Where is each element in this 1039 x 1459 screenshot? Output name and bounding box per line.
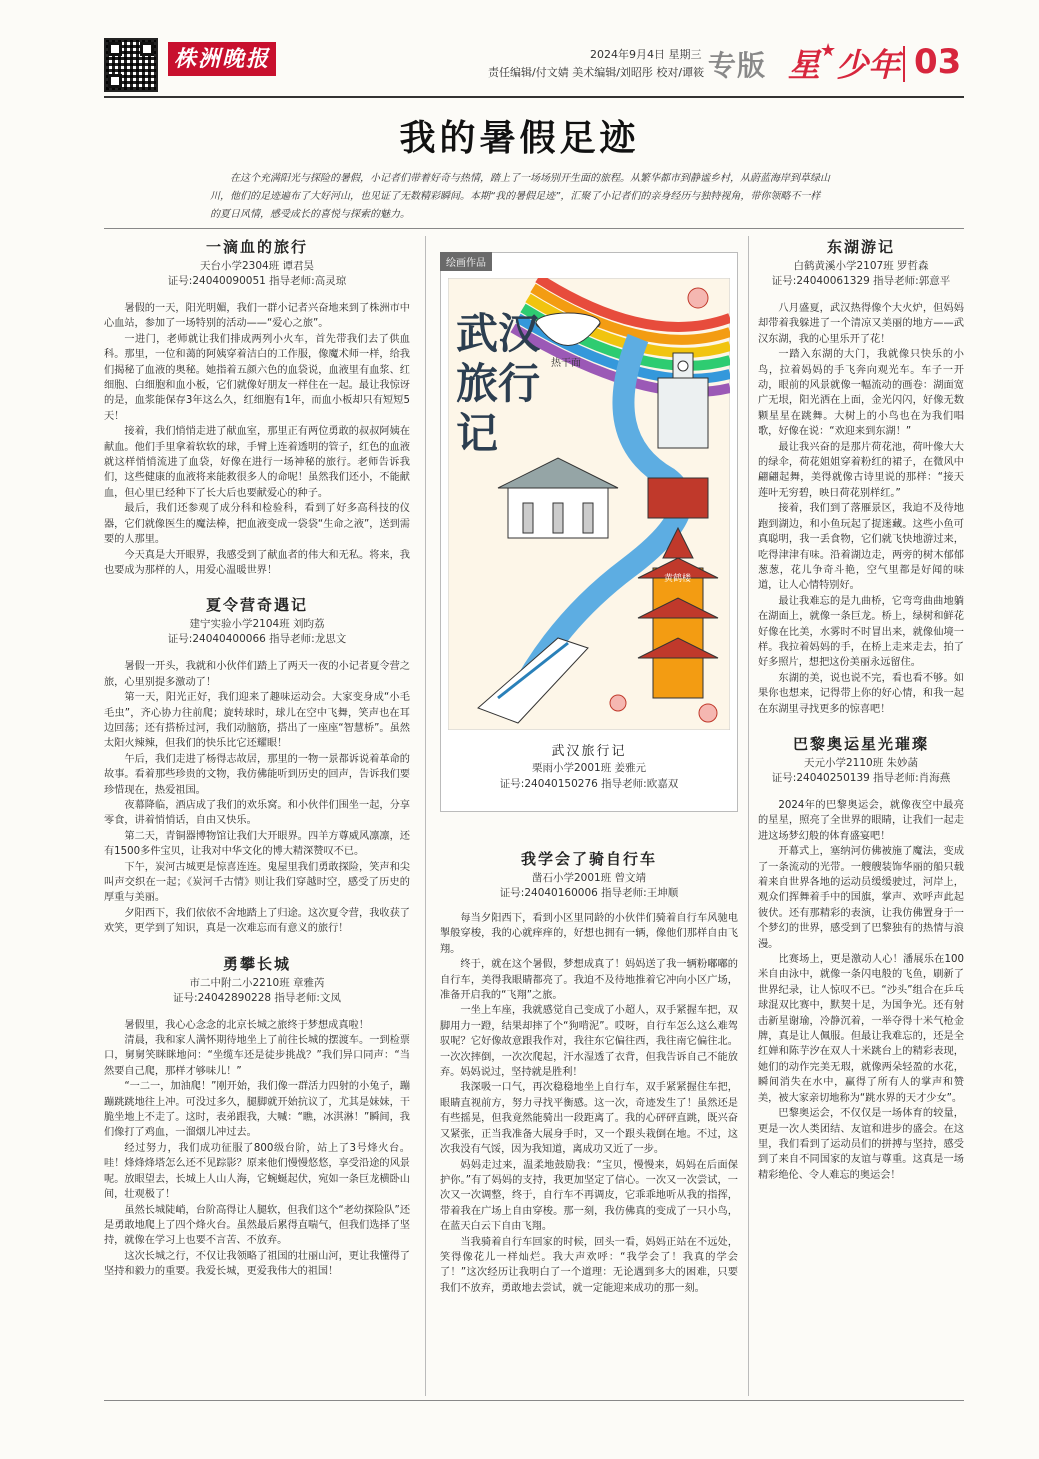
article-summer-camp	[104, 594, 410, 936]
paragraph: 八月盛夏，武汉热得像个大火炉，但妈妈却带着我躲进了一个清凉又美丽的地方——武汉东湖，我的心里乐开了花！	[758, 303, 964, 345]
article-title: 巴黎奥运星光璀璨	[792, 734, 929, 753]
footer-rule	[104, 1400, 964, 1401]
paragraph: 第一天，阳光正好，我们迎来了趣味运动会。大家变身成“小毛毛虫”，齐心协力往前爬；旋转球时，球儿在空中飞舞，笑声也在耳边回荡；还有搭桥过河，我们动脑筋，搭出了一座座“智慧桥”。虽然太阳火辣辣，但我们的快乐比它还耀眼！	[104, 692, 410, 750]
paragraph: 夕阳西下，我们依依不舍地踏上了归途。这次夏令营，我收获了欢笑，更学到了知识，真是一次难忘而有意义的旅行！	[104, 907, 410, 935]
left-column	[104, 236, 410, 1296]
paragraph: 比赛场上，更是激动人心！潘展乐在100米自由泳中，就像一条闪电般的飞鱼，刷新了世界纪录，让人惊叹不已。“沙头”组合在乒乓球混双比赛中，默契十足，为国争光。还有射击新星谢瑜，冷静沉着，一举夺得十米气枪金牌，真是让人佩服。但最让我难忘的，还是全红婵和陈芋汐在双人十米跳台上的精彩表现，她们的动作完美无瑕，就像两朵轻盈的水花，瞬间消失在水中，赢得了所有人的掌声和赞美，被大家亲切地称为“跳水界的天才少女”。	[758, 954, 964, 1104]
article-cert: 证号:24040061329 指导老师:郭意平	[771, 275, 951, 287]
paragraph: 开幕式上，塞纳河仿佛被施了魔法，变成了一条流动的光带。一艘艘装饰华丽的船只载着来自世界各地的运动员缓缓驶过，河岸上，观众们挥舞着手中的国旗，掌声、欢呼声此起彼伏。还有那精彩的表演，让我仿佛置身于一个梦幻的世界，感受到了巴黎独有的热情与浪漫。	[758, 846, 964, 950]
paragraph: 妈妈走过来，温柔地鼓励我：“宝贝，慢慢来，妈妈在后面保护你。”有了妈妈的支持，我更加坚定了信心。一次又一次尝试，一次又一次调整，终于，自行车不再调皮，它乖乖地听从我的指挥，带着我在广场上自由穿梭。那一刻，我仿佛真的变成了一只小鸟，在蓝天白云下自由飞翔。	[440, 1159, 738, 1233]
customs-building	[658, 378, 708, 448]
article-body	[758, 798, 964, 1183]
paragraph: 当我骑着自行车回家的时候，回头一看，妈妈正站在不远处，笑得像花儿一样灿烂。我大声欢呼：“我学会了！我真的学会了！”这次经历让我明白了一个道理：无论遇到多大的困难，只要我们不放弃，勇敢地去尝试，就一定能迎来成功的那一刻。	[440, 1236, 738, 1294]
wuhan-drawing	[448, 278, 730, 730]
paragraph: 午后，我们走进了杨得志故居，那里的一物一景都诉说着革命的故事。看着那些珍贵的文物，我仿佛能听到历史的回声，告诉我们要珍惜现在，热爱祖国。	[104, 753, 410, 796]
issue-date: 2024年9月4日 星期三	[590, 48, 702, 61]
article-school: 建宁实验小学2104班 刘昀荔	[189, 618, 325, 631]
brand-star: 星	[788, 46, 821, 84]
drawing-caption-title: 武汉旅行记	[551, 744, 627, 759]
right-column	[758, 236, 964, 1199]
column-divider	[425, 236, 426, 1396]
museum-column	[523, 503, 533, 533]
article-body	[440, 911, 738, 1296]
paragraph: 下午，炭河古城更是惊喜连连。鬼屋里我们勇敢探险，笑声和尖叫声交织在一起；《炭河千古情》则让我们穿越时空，感受了历史的厚重与美丽。	[104, 861, 410, 904]
paragraph: “一二一，加油爬！”刚开始，我们像一群活力四射的小兔子，蹦蹦跳跳地往上冲。可没过多久，腿脚就开始抗议了，尤其是妹妹，干脆坐地上不走了。这时，表弟跟我，大喊：“瞧，冰淇淋！”瞬间，我们像打了鸡血，一溜烟儿冲过去。	[104, 1081, 411, 1139]
drawing-title-2: 旅行	[456, 359, 541, 408]
qr-code	[104, 38, 158, 92]
crane-tower-label: 黄鹤楼	[664, 574, 692, 584]
paragraph: 暑假的一天，阳光明媚，我们一群小记者兴奋地来到了株洲市中心血站，参加了一场特别的活动——“爱心之旅”。	[104, 303, 410, 330]
paragraph: 一踏入东湖的大门，我就像只快乐的小鸟，拉着妈妈的手飞奔向观光车。车子一开动，眼前的风景就像一幅流动的画卷：湖面宽广无垠，阳光洒在上面，金光闪闪，好像无数颗星星在跳舞。大树上的小鸟也在为我们唱歌，好像在说：“欢迎来到东湖！”	[758, 349, 964, 438]
article-great-wall	[104, 953, 410, 1280]
paragraph: 巴黎奥运会，不仅仅是一场体育的较量，更是一次人类团结、友谊和进步的盛会。在这里，我们看到了运动员们的拼搏与坚持，感受到了来自不同国家的友谊与尊重。这真是一场精彩绝伦、令人难忘的奥运会！	[758, 1108, 964, 1181]
article-cert: 证号:24040090051 指导老师:高灵琼	[167, 275, 347, 287]
article-body	[104, 659, 410, 936]
column-divider	[748, 236, 749, 1396]
paragraph: 虽然长城陡峭，台阶高得让人腿软，但我们这个“老幼探险队”还是勇敢地爬上了四个烽火台。虽然最后累得直喘气，但我们选择了坚持，就像在学习上也要不言苦、不放弃。	[104, 1204, 411, 1247]
paragraph: 暑假里，我心心念念的北京长城之旅终于梦想成真啦！	[124, 1019, 369, 1031]
museum-column	[553, 503, 563, 533]
article-bicycle	[440, 848, 738, 1296]
paragraph: 东湖的美，说也说不完，看也看不够。如果你也想来，记得带上你的好心情，和我一起在东湖里寻找更多的惊喜吧！	[758, 672, 964, 715]
article-cert: 证号:24040400066 指导老师:龙思文	[167, 633, 347, 646]
article-title: 我学会了骑自行车	[520, 850, 657, 868]
flower	[688, 288, 708, 308]
red-building	[648, 478, 708, 518]
noodle-label: 热干面	[551, 358, 581, 369]
paragraph: 最后，我们还参观了成分科和检验科，看到了好多高科技的仪器，它们就像医生的魔法棒，把血液变成一袋袋“生命之液”，送到需要的人那里。	[104, 503, 410, 546]
paragraph: 夜幕降临，酒店成了我们的欢乐窝。和小伙伴们围坐一起，分享零食，讲着悄悄话，自由又快乐。	[104, 799, 410, 827]
article-title: 勇攀长城	[222, 954, 291, 973]
page-number: 03	[914, 42, 962, 82]
section-label: 专版	[708, 49, 767, 82]
paragraph: 最让我难忘的是九曲桥，它弯弯曲曲地躺在湖面上，就像一条巨龙。桥上，绿树和鲜花好像在比美，水雾时不时冒出来，就像仙境一样。我拉着妈妈的手，在桥上走来走去，拍了好多照片，想把这份美丽永远留住。	[758, 595, 964, 669]
paragraph: 最让我兴奋的是那片荷花池，荷叶像大大的绿伞，荷花姐姐穿着粉红的裙子，在微风中翩翩起舞，美得就像古诗里说的那样：“接天莲叶无穷碧，映日荷花别样红。”	[758, 441, 964, 499]
article-body	[104, 301, 410, 578]
flower	[610, 695, 626, 711]
drawing-title-3: 记	[456, 409, 499, 458]
paragraph: 经过努力，我们成功征服了800级台阶，站上了3号烽火台。哇！烽烽烽塔怎么还不见踪影？原来他们慢慢悠悠，享受沿途的风景呢。放眼望去，长城上人山人海，它蜿蜒起伏，宛如一条巨龙横卧山间，壮观极了！	[104, 1142, 410, 1201]
article-body	[104, 1018, 410, 1280]
masthead-divider	[903, 46, 905, 82]
article-cert: 证号:24042890228 指导老师:文凤	[173, 991, 341, 1004]
brand-logo	[788, 40, 900, 86]
article-school: 凿石小学2001班 曾文靖	[531, 872, 647, 884]
article-cert: 证号:24040160006 指导老师:王坤顺	[499, 887, 679, 899]
paragraph: 今天真是大开眼界，我感受到了献血者的伟大和无私。将来，我也要成为那样的人，用爱心温暖世界！	[104, 549, 410, 576]
article-body	[758, 301, 964, 717]
article-title: 一滴血的旅行	[205, 238, 308, 256]
paragraph: 第二天，青铜器博物馆让我们大开眼界。四羊方尊威风凛凛，还有1500多件宝贝，让我对中华文化的博大精深赞叹不已。	[104, 830, 410, 858]
article-east-lake	[758, 236, 964, 717]
article-school: 天元小学2110班 朱妙菡	[803, 756, 919, 769]
paragraph: 暑假一开头，我就和小伙伴们踏上了两天一夜的小记者夏令营之旅，心里别提多激动了！	[104, 661, 410, 688]
article-cert: 证号:24040250139 指导老师:肖海燕	[771, 771, 951, 784]
article-school: 天台小学2304班 谭君昊	[199, 260, 315, 272]
article-school: 市二中附二小2210班 章雅芮	[189, 976, 325, 989]
paragraph: 一进门，老师就让我们排成两列小火车，首先带我们去了供血科。那里，一位和蔼的阿姨穿着洁白的工作服，像魔术师一样，给我们揭秘了血液的奥秘。她指着五颜六色的血袋说，血液里有血浆、红细胞、白细胞和血小板，它们就像好朋友一样住在一起。最让我惊讶的是，血浆能保存3年这么久，红细胞有1年，而血小板却只有短短5天！	[104, 333, 410, 422]
masthead-rule	[104, 96, 964, 98]
flower	[699, 704, 717, 722]
paragraph: 清晨，我和家人满怀期待地坐上了前往长城的摆渡车。一到检票口，舅舅笑眯眯地问：“坐缆车还是徒步挑战？”我们异口同声：“当然要自己爬，那样才够味儿！”	[104, 1035, 410, 1077]
drawing-caption-school: 栗雨小学2001班 姜雅元	[531, 762, 647, 774]
museum-column	[583, 503, 593, 533]
paragraph: 一坐上车座，我就感觉自己变成了小超人，双手紧握车把，双脚用力一蹬，结果却摔了个“狗啃泥”。哎呀，自行车怎么这么难驾驭呢？它好像故意跟我作对，我往东它偏往西，我往南它偏往北。一次次摔倒，一次次爬起，汗水湿透了衣背，但我告诉自己不能放弃。妈妈说过，坚持就是胜利！	[440, 1005, 738, 1079]
intro-text: 在这个充满阳光与探险的暑假，小记者们带着好奇与热情，踏上了一场场别开生面的旅程。从繁华都市到静谧乡村，从蔚蓝海岸到草绿山川，他们的足迹遍布了大好河山，也见证了无数精彩瞬间。本期“我的暑假足迹”，汇聚了小记者们的亲身经历与独特视角，带你领略不一样的夏日风情，感受成长的喜悦与探索的魅力。	[210, 173, 830, 220]
page-title: 我的暑假足迹	[399, 117, 640, 159]
drawing-caption-cert: 证号:24040150276 指导老师:欧嘉双	[499, 778, 679, 790]
editors-credit: 责任编辑/付文婧 美术编辑/刘昭彤 校对/谭筱	[488, 66, 705, 79]
article-school: 白鹤黄溪小学2107班 罗哲森	[793, 260, 929, 272]
article-title: 东湖游记	[826, 238, 895, 256]
article-paris-olympics	[758, 733, 964, 1183]
brand-youth: 少年	[836, 46, 901, 84]
paper-logo: 株洲晚报	[168, 42, 276, 76]
paragraph: 每当夕阳西下，看到小区里同龄的小伙伴们骑着自行车风驰电掣般穿梭，我的心就痒痒的，好想也拥有一辆，像他们那样自由飞翔。	[440, 913, 738, 955]
drawing-title-1: 武汉	[456, 309, 541, 358]
paragraph: 2024年的巴黎奥运会，就像夜空中最亮的星星，照亮了全世界的眼睛，让我们一起走进这场梦幻般的体育盛宴吧！	[758, 799, 964, 842]
crane-tower-body	[653, 568, 703, 698]
paragraph: 终于，就在这个暑假，梦想成真了！妈妈送了我一辆粉嘟嘟的自行车，美得我眼睛都亮了。我迫不及待地推着它冲向小区广场，准备开启我的“飞翔”之旅。	[440, 959, 738, 1002]
star-icon: ★	[820, 40, 837, 61]
clock-face	[678, 361, 688, 371]
article-title: 夏令营奇遇记	[205, 596, 308, 615]
paragraph: 我深吸一口气，再次稳稳地坐上自行车，双手紧紧握住车把，眼睛直视前方，努力寻找平衡感。这一次，奇迹发生了！虽然还是有些摇晃，但我竟然能骑出一段距离了。我的心砰砰直跳，既兴奋又紧张，正当我准备大展身手时，又一个跟头栽倒在地。不过，这次我没有气馁，因为我知道，离成功又近了一步。	[440, 1082, 738, 1156]
intro-rule	[104, 228, 964, 229]
paragraph: 接着，我们到了落雁景区，我迫不及待地跑到湖边，和小鱼玩起了捉迷藏。这些小鱼可真聪明，我一丢食物，它们就飞快地游过来，吃得津津有味。沿着湖边走，两旁的树木郁郁葱葱，花儿争奇斗艳，空气里都是好闻的味道，让人心情特别好。	[758, 503, 964, 592]
drawing-tag: 绘画作品	[440, 252, 492, 271]
article-blood-trip	[104, 236, 410, 578]
paragraph: 这次长城之行，不仅让我领略了祖国的壮丽山河，更让我懂得了坚持和毅力的重要。我爱长城，更爱我伟大的祖国！	[104, 1250, 410, 1278]
paragraph: 接着，我们悄悄走进了献血室，那里正有两位勇敢的叔叔阿姨在献血。他们手里拿着软软的球，手臂上连着透明的管子，红色的血液就这样悄悄流进了血袋，好像在进行一场神秘的旅行。老师告诉我们，这些健康的血液将来能救很多人的命呢！虽然我们还小，不能献血，但心里已经种下了长大后也要献爱心的种子。	[104, 426, 410, 499]
